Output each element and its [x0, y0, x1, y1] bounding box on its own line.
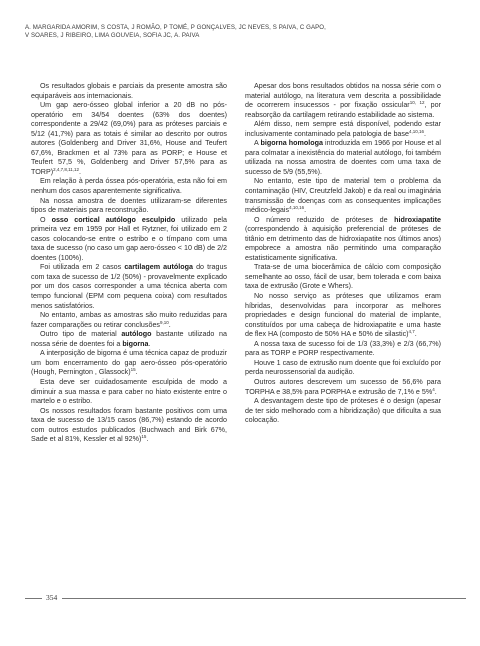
right-column [245, 82, 441, 426]
paragraph: Apesar dos bons resultados obtidos na nossa série com o material autólogo, na literatura vem descrita a possibilidade de ocorrerem insucessos - por fixação ossicular$^{10, 12}$, por reabsorção da cartilagem retirando estabilidade ao sistema. [245, 82, 441, 119]
page-number: 354 [46, 593, 58, 602]
bold-term: bigorna [122, 339, 149, 348]
paragraph: Um gap aero-ósseo global inferior a 20 dB no pós-operatório em 34/54 doentes (63% dos doentes) correspondente a 29/42 (69,0%) para as próteses parciais e 5/12 (41,7%) para as totais é similar ao descrito por outros autores (Goldenberg and Driver 31,6%, House and Teufert 67,6%, Brackmen et al 73% para as PORP; e House et Teufert 57,5 %, Goldenberg and Driver 57,5% para as TORP)$^{2,4,7,8,11,12}$. [31, 101, 227, 176]
running-header [25, 24, 465, 40]
bold-term: cartilagem autóloga [124, 263, 193, 272]
citation: 4,7 [408, 329, 415, 335]
paragraph: O número reduzido de próteses de hidroxiapatite (correspondendo à aquisição preferencial de próteses de titânio em detrimento das de hidroxiapatite nos últimos anos) empobrece a amostra não permitindo uma comparação estatisticamente significativa. [245, 215, 441, 262]
bold-term: osso cortical autólogo esculpido [51, 215, 176, 224]
header-authors-line-1: A. MARGARIDA AMORIM, S COSTA, J ROMÃO, P TOMÉ, P GONÇALVES, JC NEVES, S PAIVA, C GAPO, [25, 24, 326, 31]
paragraph: Esta deve ser cuidadosamente esculpida de modo a diminuir a sua massa e para caber no hiato existente entre o martelo e o estribo. [31, 377, 227, 406]
citation: 4,10,16 [408, 128, 424, 134]
paragraph: No entanto, este tipo de material tem o problema da contaminação (HIV, Creutzfeld Jakob) e da real ou imaginária transmissão de doenças com as consequentes implicações médico-legais$^{4,10,16}$. [245, 177, 441, 215]
bold-term: autólogo [121, 330, 152, 339]
paragraph: Os nossos resultados foram bastante positivos com uma taxa de sucesso de 13/15 casos (86,7%) estando de acordo com outros estudos publicados (Buchwach and Birk 67%, Sade et al 81%, Kessler et al 92%)$^{15}$. [31, 406, 227, 444]
paragraph: Foi utilizada em 2 casos cartilagem autóloga do tragus com taxa de sucesso de 1/2 (50%) - provavelmente explicado por um dos casos corresponder a uma técnica aberta com tempo funcional (EPM com pequena coixa) com resultados menos satisfatórios. [31, 263, 227, 310]
citation: 9,10 [160, 319, 169, 325]
footer-rule [62, 598, 466, 599]
paragraph: A interposição de bigorna é uma técnica capaz de produzir um bom encerramento do gap aero-ósseo pós-operatório (Hough, Pernington , Glassock)$^{15}$. [31, 349, 227, 377]
header-authors-line-2: V SOARES, J RIBEIRO, LIMA GOUVEIA, SOFIA JC, A. PAIVA [25, 32, 200, 40]
paragraph: Outros autores descrevem um sucesso de 56,6% para TORPHA e 38,5% para PORPHA e extrusão de 7,1% e 5%$^4$. [245, 377, 441, 396]
paragraph: No nosso serviço as próteses que utilizamos eram híbridas, desenvolvidas para incorporar as melhores propriedades e design funcional do material de implante, constituídos por uma cabeça de hidroxiapatite e uma haste de flex HA (composto de 50% HA e 50% de silastic)$^{4,7}$. [245, 292, 441, 339]
citation: 4 [432, 386, 435, 392]
paragraph: Houve 1 caso de extrusão num doente que foi excluído por perda neurossensorial da audição. [245, 358, 441, 377]
paragraph: Em relação à perda óssea pós-operatória, esta não foi em nenhum dos casos aparentemente significativa. [31, 177, 227, 196]
footer-rule [25, 598, 42, 599]
paragraph: Na nossa amostra de doentes utilizaram-se diferentes tipos de materiais para reconstrução. [31, 196, 227, 215]
citation: 15 [130, 367, 136, 373]
bold-term: bigorna homologa [260, 139, 323, 148]
paragraph: A nossa taxa de sucesso foi de 1/3 (33,3%) e 2/3 (66,7%) para as TORP e PORP respectivamente. [245, 339, 441, 358]
paragraph: No entanto, ambas as amostras são muito reduzidas para fazer comparações ou retirar conclusões$^{9,10}$. [31, 311, 227, 329]
paragraph: Os resultados globais e parciais da presente amostra são equiparáveis aos internacionais. [31, 82, 227, 100]
citation: 2,4,7,8,11,12 [53, 166, 80, 172]
citation: 4,10,16 [289, 205, 305, 211]
citation: 15 [141, 434, 147, 440]
paragraph: Outro tipo de material autólogo bastante utilizado na nossa série de doentes foi a bigorna. [31, 330, 227, 348]
paragraph: A bigorna homologa introduzida em 1966 por House et al para colmatar a inexistência do material autólogo, foi também utilizada na nossa amostra de doentes com uma taxa de sucesso de 5/9 (55,5%). [245, 139, 441, 176]
citation: 10, 12 [409, 100, 425, 106]
paragraph: A desvantagem deste tipo de próteses é o design (apesar de ter sido melhorado com a hibridização) que dificulta a sua colocação. [245, 397, 441, 425]
left-column [31, 82, 227, 445]
bold-term: hidroxiapatite [394, 215, 441, 224]
paragraph: O osso cortical autólogo esculpido utilizado pela primeira vez em 1959 por Hall et Rytzner, foi utilizado em 2 casos colocando-se entre o estribo e o tímpano com uma taxa de sucesso (no caso um gap aero-ósseo < 10 dB) de 2/2 doentes (100%). [31, 215, 227, 262]
paragraph: Além disso, nem sempre está disponível, podendo estar inclusivamente contaminado pela patologia de base$^{4,10,16}$. [245, 120, 441, 138]
paragraph: Trata-se de uma biocerâmica de cálcio com composição semelhante ao osso, fácil de usar, bem tolerada e com baixa taxa de extrusão (Grote e Whers). [245, 263, 441, 291]
